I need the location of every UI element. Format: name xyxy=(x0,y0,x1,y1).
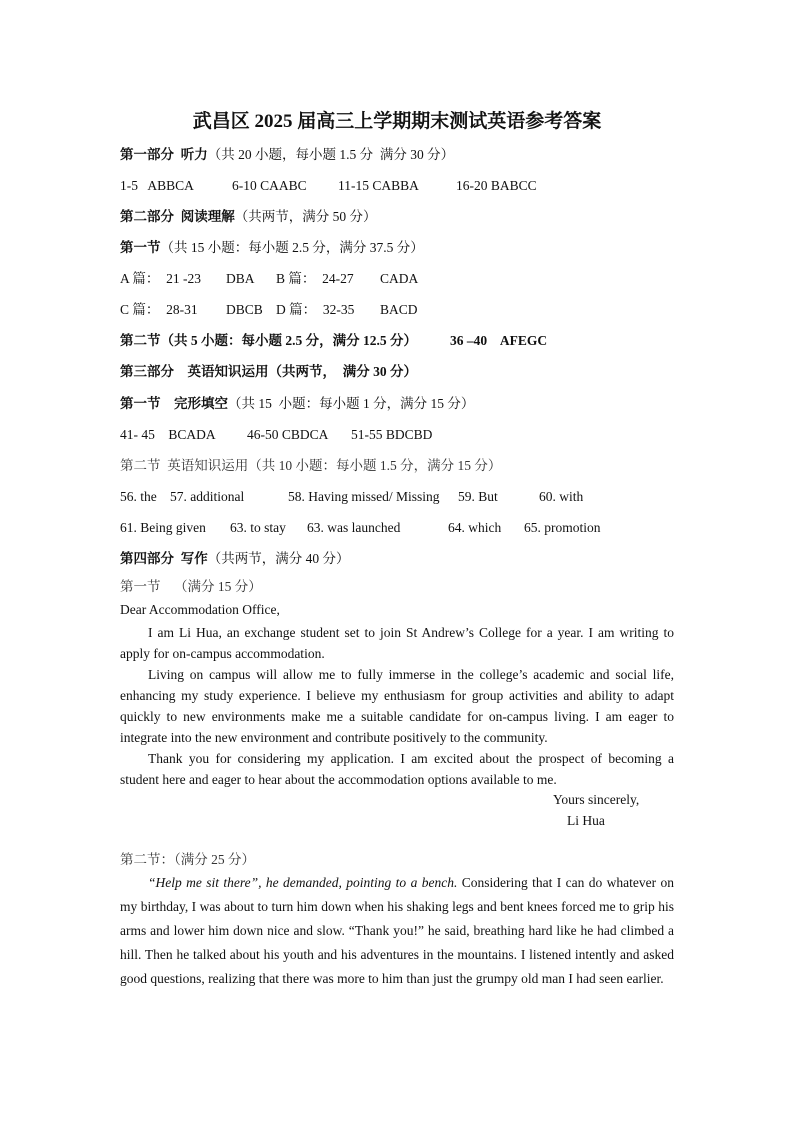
part3-heading: 第三部分 英语知识运用（共两节， 满分 30 分） xyxy=(120,364,417,379)
answer: 56. the xyxy=(120,489,157,504)
letter-body xyxy=(120,622,674,790)
italic-opening: “Help me sit there”, he demanded, pointing to a bench. xyxy=(148,875,458,890)
passage-answers: CADA xyxy=(380,271,419,286)
passage-range: A 篇： 21 -23 xyxy=(120,271,201,286)
answer: 57. additional xyxy=(170,489,245,504)
part3-sec1-heading: 第一节 完形填空 xyxy=(120,396,228,411)
continuation-text: Considering that I can do whatever on my birthday, I was about to turn him down when his shaking legs and bent knees forced me to grip his arms and lower him down nice and slow. “Thank you!” he said, breathing hard like he had climbed a hill. Then he talked about his youth and his adventures in the mountains. I listened intently and asked good questions, realizing that there was more to him than just the grumpy old man I had seen earlier. xyxy=(120,875,674,986)
passage-range: D 篇： 32-35 xyxy=(276,302,355,317)
answer: 64. which xyxy=(448,520,502,535)
part3-sec1-note: （共 15 小题：每小题 1 分，满分 15 分） xyxy=(228,396,475,411)
answer-group: 41- 45 BCADA xyxy=(120,427,216,442)
part3-sec2-row1 xyxy=(120,487,583,507)
part3-sec2-heading: 第二节 英语知识运用（共 10 小题：每小题 1.5 分，满分 15 分） xyxy=(120,458,502,473)
answer-group: 11-15 CABBA xyxy=(338,178,419,193)
part1-note: （共 20 小题，每小题 1.5 分 满分 30 分） xyxy=(207,147,455,162)
answers-row-a xyxy=(120,269,418,289)
part4-heading-line xyxy=(120,549,350,569)
letter-paragraph: Living on campus will allow me to fully immerse in the college’s academic and social life, enhancing my study experience. I believe my enthusiasm for group activities and ability to adapt quickly to new environments make me a suitable candidate for on-campus living. I am eager to integrate into the new environment and contribute positively to the community. xyxy=(120,667,674,745)
part2-sec2-line xyxy=(120,331,547,351)
answer: 61. Being given xyxy=(120,520,206,535)
answer: 58. Having missed/ Missing xyxy=(288,489,440,504)
passage-answers: DBCB xyxy=(226,302,263,317)
part4-sec2-heading: 第二节：（满分 25 分） xyxy=(120,852,255,867)
answer-group: 46-50 CBDCA xyxy=(247,427,329,442)
part2-heading: 第二部分 阅读理解 xyxy=(120,209,235,224)
passage-answers: BACD xyxy=(380,302,418,317)
part3-sec1-answers xyxy=(120,425,432,445)
passage-range: B 篇： 24-27 xyxy=(276,271,354,286)
answer: 63. to stay xyxy=(230,520,286,535)
letter-paragraph: I am Li Hua, an exchange student set to join St Andrew’s College for a year. I am writing to apply for on-campus accommodation. xyxy=(120,625,674,661)
part4-note: （共两节，满分 40 分） xyxy=(207,551,350,566)
part2-note: （共两节，满分 50 分） xyxy=(234,209,377,224)
letter-salutation: Dear Accommodation Office, xyxy=(120,602,280,617)
letter-signature: Li Hua xyxy=(567,813,605,828)
answer-group: 16-20 BABCC xyxy=(456,178,537,193)
answers-row-c xyxy=(120,300,418,320)
part2-sec1-note: （共 15 小题：每小题 2.5 分，满分 37.5 分） xyxy=(160,240,424,255)
part4-sec1-heading: 第一节 （满分 15 分） xyxy=(120,579,262,594)
part3-sec1-heading-line xyxy=(120,394,474,414)
answer-group: 1-5 ABBCA xyxy=(120,178,194,193)
part1-heading: 第一部分 听力 xyxy=(120,147,208,162)
part2-sec1-heading-line xyxy=(120,238,424,258)
part2-sec2-heading: 第二节（共 5 小题：每小题 2.5 分，满分 12.5 分） xyxy=(120,333,417,348)
answer: 65. promotion xyxy=(524,520,601,535)
part3-sec2-row2 xyxy=(120,518,601,538)
answer: 60. with xyxy=(539,489,584,504)
part1-heading-line xyxy=(120,145,454,165)
letter-paragraph: Thank you for considering my application. I am excited about the prospect of becoming a student here and eager to hear about the accommodation options available to me. xyxy=(120,751,674,787)
part2-sec1-heading: 第一节 xyxy=(120,240,161,255)
continuation-writing xyxy=(120,871,674,991)
passage-answers: DBA xyxy=(226,271,255,286)
answer: 59. But xyxy=(458,489,498,504)
part2-heading-line xyxy=(120,207,377,227)
answer-group: 51-55 BDCBD xyxy=(351,427,433,442)
part2-sec2-answer: 36 –40 AFEGC xyxy=(450,333,548,348)
part1-answers xyxy=(120,176,537,196)
continuation-paragraph xyxy=(120,871,674,991)
answer: 63. was launched xyxy=(307,520,401,535)
part4-heading: 第四部分 写作 xyxy=(120,551,208,566)
page-title: 武昌区 2025 届高三上学期期末测试英语参考答案 xyxy=(192,111,602,132)
passage-range: C 篇： 28-31 xyxy=(120,302,198,317)
answer-group: 6-10 CAABC xyxy=(232,178,307,193)
letter-closing: Yours sincerely, xyxy=(553,792,640,807)
